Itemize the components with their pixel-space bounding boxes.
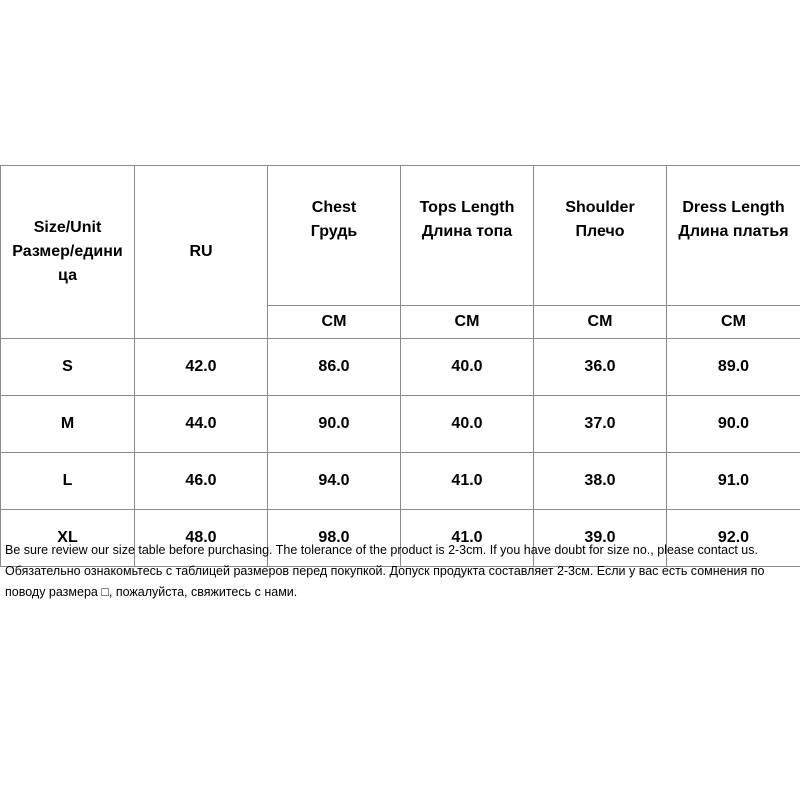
table-row	[1, 396, 800, 453]
table-row	[1, 339, 800, 396]
cell-shoulder: 36.0	[534, 339, 667, 396]
cell-ru: 46.0	[135, 453, 268, 510]
note-russian: Обязательно ознакомьтесь с таблицей размеров перед покупкой. Допуск продукта составляет 2-3см. Если у вас есть сомнения по поводу размера □, пожалуйста, свяжитесь с нами.	[5, 564, 765, 599]
cell-size: XL	[1, 510, 135, 567]
size-table	[0, 165, 800, 567]
cell-ru: 42.0	[135, 339, 268, 396]
cell-tops-length: 41.0	[401, 510, 534, 567]
cell-chest: 86.0	[268, 339, 401, 396]
cell-shoulder: 38.0	[534, 453, 667, 510]
header-dress-length	[667, 166, 800, 306]
unit-tops-length: CM	[401, 306, 534, 339]
unit-dress-length: CM	[667, 306, 800, 339]
header-chest-ru: Грудь	[310, 223, 358, 240]
cell-dress-length: 91.0	[667, 453, 800, 510]
cell-dress-length: 89.0	[667, 339, 800, 396]
cell-tops-length: 40.0	[401, 396, 534, 453]
cell-tops-length: 41.0	[401, 453, 534, 510]
cell-chest: 98.0	[268, 510, 401, 567]
cell-chest: 94.0	[268, 453, 401, 510]
cell-dress-length: 90.0	[667, 396, 800, 453]
header-shoulder-ru: Плечо	[575, 223, 625, 240]
header-shoulder-en: Shoulder	[565, 199, 635, 216]
header-tops-length	[401, 166, 534, 306]
cell-ru: 48.0	[135, 510, 268, 567]
header-ru: RU	[135, 166, 268, 339]
header-size-unit-en: Size/Unit	[33, 219, 102, 236]
header-chest	[268, 166, 401, 306]
header-size-unit-ru-1: Размер/едини	[12, 243, 123, 260]
table-row	[1, 453, 800, 510]
cell-chest: 90.0	[268, 396, 401, 453]
header-shoulder	[534, 166, 667, 306]
header-tops-length-en: Tops Length	[419, 199, 515, 216]
header-size-unit	[1, 166, 135, 339]
cell-tops-length: 40.0	[401, 339, 534, 396]
header-tops-length-ru: Длина топа	[421, 223, 513, 240]
unit-shoulder: CM	[534, 306, 667, 339]
header-chest-en: Chest	[311, 199, 357, 216]
cell-size: L	[1, 453, 135, 510]
cell-size: M	[1, 396, 135, 453]
cell-ru: 44.0	[135, 396, 268, 453]
header-dress-length-ru: Длина платья	[678, 223, 789, 240]
header-size-unit-ru-2: ца	[58, 267, 77, 284]
cell-dress-length: 92.0	[667, 510, 800, 567]
note-english: Be sure review our size table before purchasing. The tolerance of the product is 2-3cm. If you have doubt for size no., please contact us.	[5, 543, 758, 557]
cell-shoulder: 37.0	[534, 396, 667, 453]
unit-chest: CM	[268, 306, 401, 339]
cell-size: S	[1, 339, 135, 396]
cell-shoulder: 39.0	[534, 510, 667, 567]
header-dress-length-en: Dress Length	[682, 199, 785, 216]
